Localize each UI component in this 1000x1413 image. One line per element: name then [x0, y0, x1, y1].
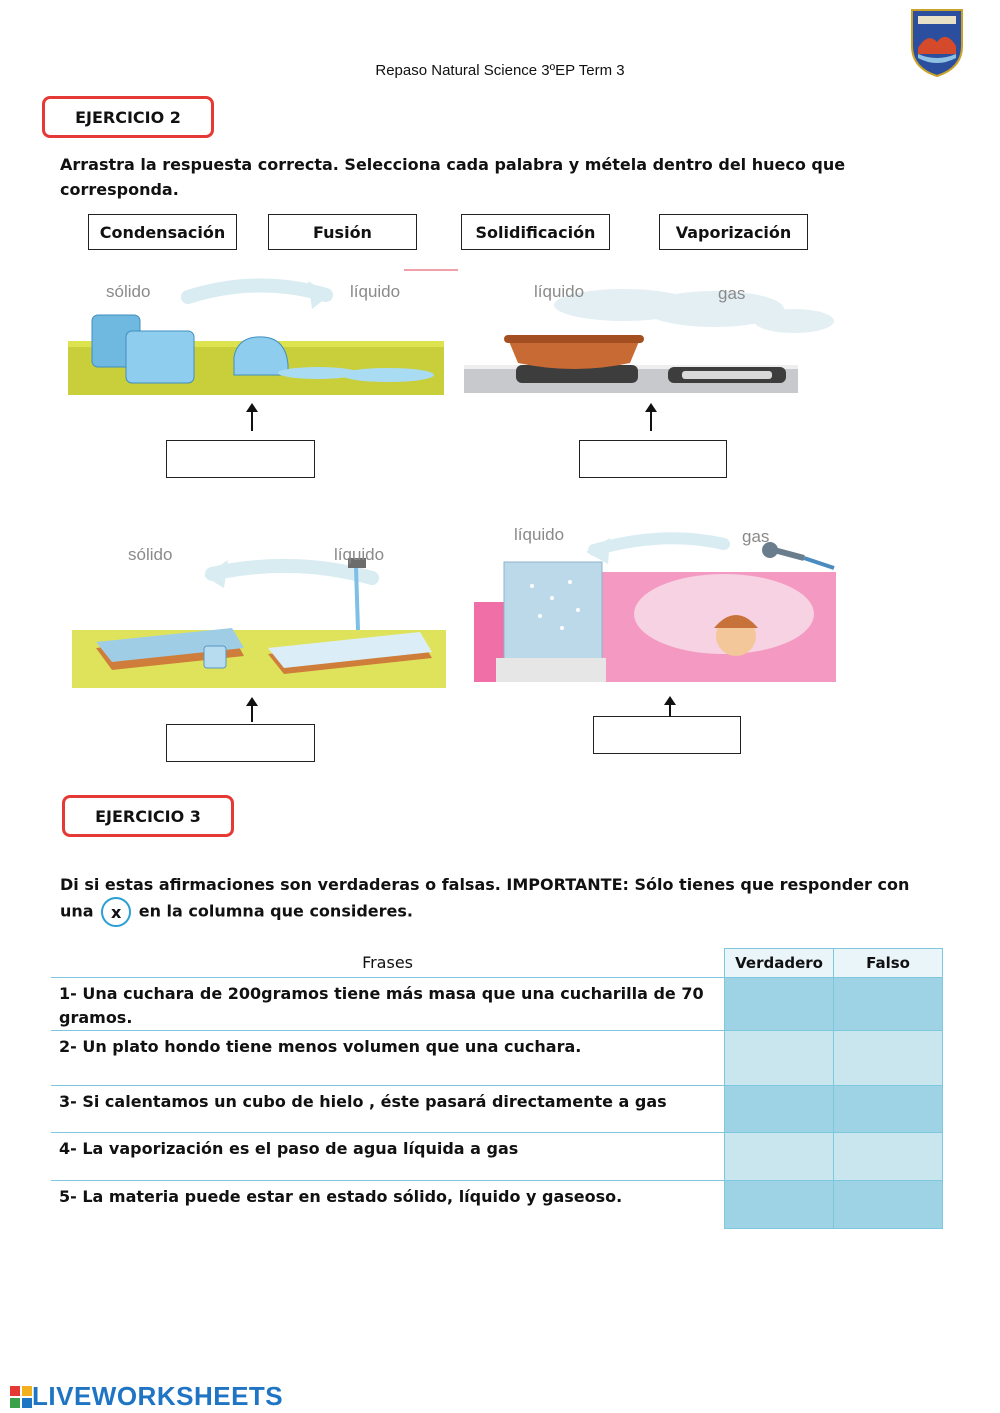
answer-cell-5-verdadero[interactable]: [725, 1181, 834, 1229]
liveworksheets-logo: [10, 1381, 283, 1412]
scene-4-right-label: gas: [742, 527, 770, 546]
header-frases: Frases: [51, 949, 725, 978]
scene-1-left-label: sólido: [106, 282, 151, 301]
table-row: [51, 1181, 943, 1229]
answer-cell-4-verdadero[interactable]: [725, 1133, 834, 1181]
instruction-text-part1: Di si estas afirmaciones son verdaderas o falsas. IMPORTANTE: Sólo tienes que responder con una: [60, 875, 910, 921]
answer-cell-3-verdadero[interactable]: [725, 1086, 834, 1133]
header-verdadero: Verdadero: [725, 949, 834, 978]
scene-4-left-label: líquido: [514, 525, 565, 544]
scene-solidification: [72, 538, 446, 690]
true-false-table: [51, 948, 943, 1229]
arrow-shaft: [251, 704, 253, 722]
x-mark-example: x: [101, 897, 131, 927]
statement-3: 3- Si calentamos un cubo de hielo , éste pasará directamente a gas: [51, 1086, 725, 1133]
drop-target-scene-1[interactable]: [166, 440, 315, 478]
word-option-solidificacion[interactable]: Solidificación: [461, 214, 610, 250]
scene-1-right-label: líquido: [350, 282, 401, 301]
school-crest-logo: [908, 6, 966, 78]
answer-cell-3-falso[interactable]: [834, 1086, 943, 1133]
scene-melting: [68, 275, 446, 397]
drop-target-scene-3[interactable]: [166, 724, 315, 762]
table-row: [51, 1086, 943, 1133]
exercise-3-label: EJERCICIO 3: [62, 795, 234, 837]
table-row: [51, 978, 943, 1031]
drop-target-scene-4[interactable]: [593, 716, 741, 754]
answer-cell-1-falso[interactable]: [834, 978, 943, 1031]
answer-cell-4-falso[interactable]: [834, 1133, 943, 1181]
word-option-condensacion[interactable]: Condensación: [88, 214, 237, 250]
arrow-shaft: [650, 410, 652, 431]
scene-2-right-label: gas: [718, 284, 746, 303]
table-row: [51, 1133, 943, 1181]
answer-cell-2-falso[interactable]: [834, 1031, 943, 1086]
scene-condensation: [474, 518, 836, 684]
table-row: [51, 1031, 943, 1086]
scene-3-left-label: sólido: [128, 545, 173, 564]
statement-1: 1- Una cuchara de 200gramos tiene más masa que una cucharilla de 70 gramos.: [51, 978, 725, 1031]
liveworksheets-grid-icon: [10, 1386, 32, 1408]
header-falso: Falso: [834, 949, 943, 978]
instruction-text-part2: en la columna que consideres.: [138, 901, 413, 921]
scene-2-left-label: líquido: [534, 282, 585, 301]
statement-5: 5- La materia puede estar en estado sólido, líquido y gaseoso.: [59, 1187, 623, 1206]
answer-cell-2-verdadero[interactable]: [725, 1031, 834, 1086]
drop-target-scene-2[interactable]: [579, 440, 727, 478]
word-option-vaporizacion[interactable]: Vaporización: [659, 214, 808, 250]
answer-cell-1-verdadero[interactable]: [725, 978, 834, 1031]
answer-cell-5-falso[interactable]: [834, 1181, 943, 1229]
exercise-2-label: EJERCICIO 2: [42, 96, 214, 138]
table-header-row: [51, 949, 943, 978]
scene-3-right-label: líquido: [334, 545, 385, 564]
statement-4: 4- La vaporización es el paso de agua líquida a gas: [51, 1133, 725, 1181]
decorative-line: [404, 269, 458, 271]
exercise-3-instruction: [60, 872, 940, 927]
arrow-shaft: [669, 703, 671, 716]
statement-2: 2- Un plato hondo tiene menos volumen que una cuchara.: [51, 1031, 725, 1086]
word-option-fusion[interactable]: Fusión: [268, 214, 417, 250]
boiling-pot-illustration: [464, 275, 836, 397]
arrow-shaft: [251, 410, 253, 431]
exercise-2-instruction: Arrastra la respuesta correcta. Selecciona cada palabra y métela dentro del hueco que corresponda.: [60, 155, 846, 199]
scene-vaporization: [464, 275, 836, 397]
page-header-title: Repaso Natural Science 3ºEP Term 3: [375, 62, 625, 79]
liveworksheets-brand-text: LIVEWORKSHEETS: [32, 1381, 284, 1411]
